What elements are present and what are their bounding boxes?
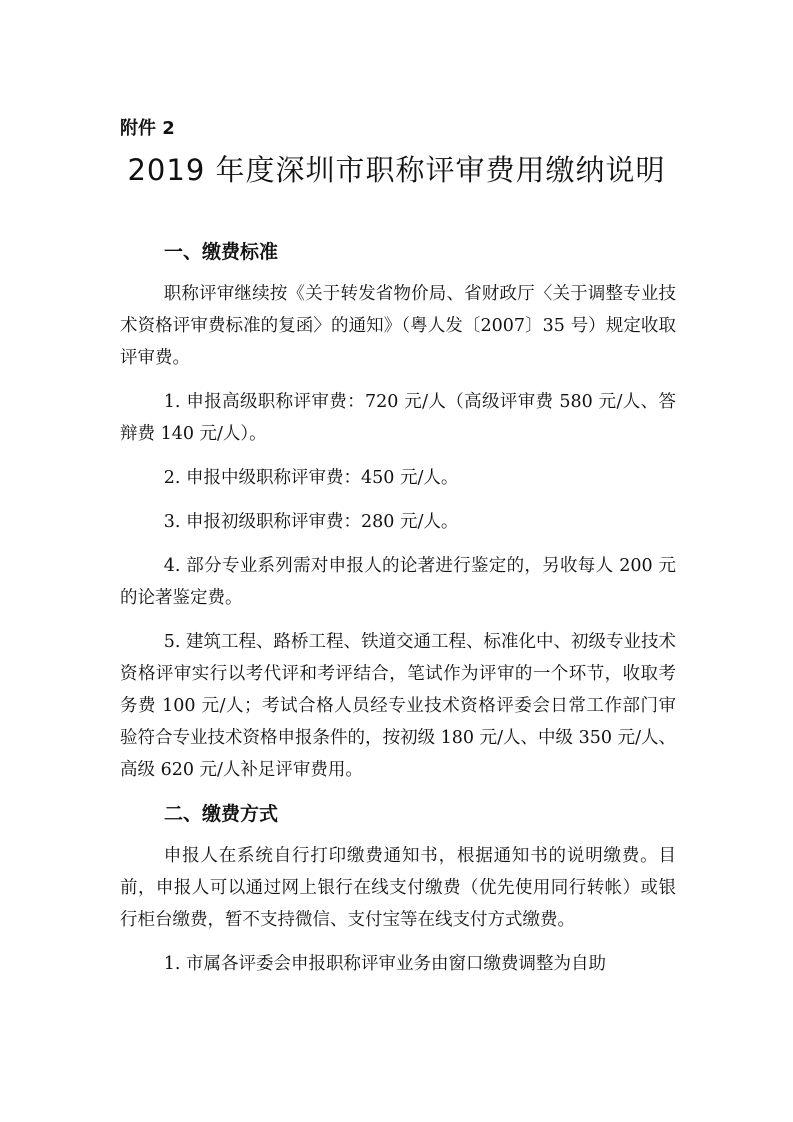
paragraph-fee-item-2: 2. 申报中级职称评审费：450 元/人。: [163, 468, 459, 488]
section-heading-payment-method: 二、缴费方式: [164, 803, 279, 825]
document-body: [120, 236, 676, 992]
document-title: 2019 年度深圳市职称评审费用缴纳说明: [127, 153, 666, 187]
paragraph-fee-item-1: 1. 申报高级职称评审费：720 元/人（高级评审费 580 元/人、答辩费 140 元/人）。: [120, 392, 676, 444]
section-heading-fee-standard: 一、缴费标准: [164, 241, 279, 263]
paragraph-fee-item-3: 3. 申报初级职称评审费：280 元/人。: [163, 512, 459, 532]
paragraph-fee-item-4: 4. 部分专业系列需对申报人的论著进行鉴定的，另收每人 200 元的论著鉴定费。: [120, 556, 676, 608]
paragraph-payment-intro: 申报人在系统自行打印缴费通知书，根据通知书的说明缴费。目前，申报人可以通过网上银行在线支付缴费（优先使用同行转帐）或银行柜台缴费，暂不支持微信、支付宝等在线支付方式缴费。: [120, 846, 676, 930]
paragraph-fee-standard-intro: 职称评审继续按《关于转发省物价局、省财政厅〈关于调整专业技术资格评审费标准的复函〉的通知》（粤人发〔2007〕35 号）规定收取评审费。: [120, 284, 676, 368]
paragraph-fee-item-5: 5. 建筑工程、路桥工程、铁道交通工程、标准化中、初级专业技术资格评审实行以考代评和考评结合，笔试作为评审的一个环节，收取考务费 100 元/人；考试合格人员经专业技术资格评委会日常工作部门审验符合专业技术资格申报条件的，按初级 180 元/人、中级 350 元/人、高级 620 元/人补足评审费用。: [120, 632, 677, 780]
paragraph-payment-item-1: 1. 市属各评委会申报职称评审业务由窗口缴费调整为自助: [163, 954, 607, 974]
attachment-label: 附件 2: [120, 118, 175, 139]
